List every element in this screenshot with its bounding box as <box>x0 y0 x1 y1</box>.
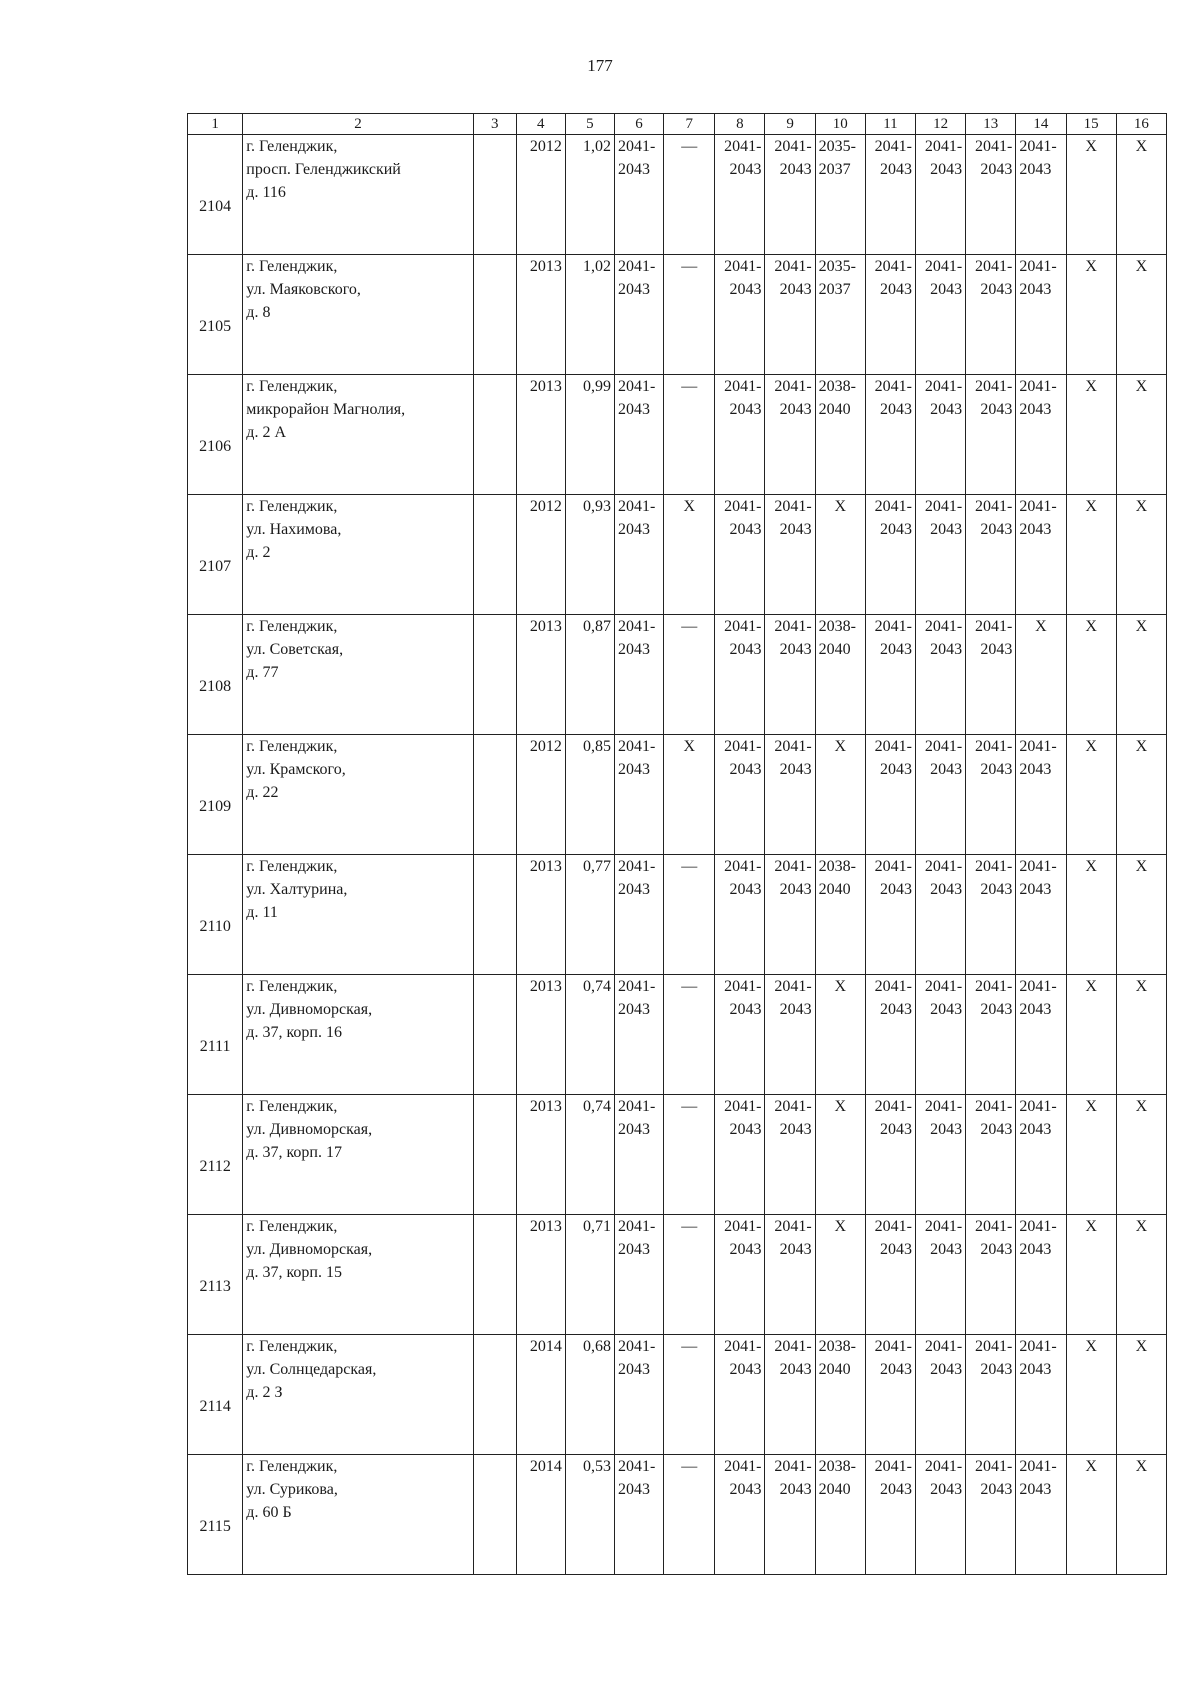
col-12-cell: 2041- 2043 <box>916 855 966 975</box>
column-header-9: 9 <box>765 114 815 135</box>
col-11-cell: 2041- 2043 <box>865 855 915 975</box>
col-7-cell: — <box>664 1335 715 1455</box>
col-16-cell: X <box>1116 855 1166 975</box>
col-8-cell: 2041- 2043 <box>715 1335 765 1455</box>
column-header-7: 7 <box>664 114 715 135</box>
col-12-cell: 2041- 2043 <box>916 1335 966 1455</box>
col-11-cell: 2041- 2043 <box>865 615 915 735</box>
col-8-cell: 2041- 2043 <box>715 135 765 255</box>
col-12-cell: 2041- 2043 <box>916 1455 966 1575</box>
col-16-cell: X <box>1116 1095 1166 1215</box>
col-9-cell: 2041- 2043 <box>765 1455 815 1575</box>
page-number: 177 <box>587 56 613 75</box>
table-row <box>188 855 1167 975</box>
table-row <box>188 1215 1167 1335</box>
col-6-cell: 2041- 2043 <box>614 495 663 615</box>
column-header-10: 10 <box>815 114 865 135</box>
table-row <box>188 615 1167 735</box>
col-3-cell <box>473 615 516 735</box>
col-5-cell: 0,68 <box>565 1335 614 1455</box>
col-10-cell: X <box>815 975 865 1095</box>
year-cell: 2013 <box>516 255 565 375</box>
col-7-cell: — <box>664 975 715 1095</box>
col-12-cell: 2041- 2043 <box>916 1215 966 1335</box>
col-12-cell: 2041- 2043 <box>916 135 966 255</box>
col-7-cell: X <box>664 735 715 855</box>
address-cell: г. Геленджик, ул. Маяковского, д. 8 <box>243 255 473 375</box>
col-7-cell: — <box>664 855 715 975</box>
col-3-cell <box>473 255 516 375</box>
registry-table <box>187 113 1167 1575</box>
col-11-cell: 2041- 2043 <box>865 735 915 855</box>
table-row <box>188 135 1167 255</box>
col-5-cell: 0,99 <box>565 375 614 495</box>
col-14-cell: 2041- 2043 <box>1016 495 1066 615</box>
col-5-cell: 0,74 <box>565 975 614 1095</box>
col-14-cell: 2041- 2043 <box>1016 1215 1066 1335</box>
row-number-cell: 2109 <box>188 735 243 855</box>
col-5-cell: 0,87 <box>565 615 614 735</box>
address-cell: г. Геленджик, ул. Нахимова, д. 2 <box>243 495 473 615</box>
col-3-cell <box>473 1095 516 1215</box>
col-11-cell: 2041- 2043 <box>865 495 915 615</box>
col-5-cell: 0,77 <box>565 855 614 975</box>
address-cell: г. Геленджик, ул. Крамского, д. 22 <box>243 735 473 855</box>
col-12-cell: 2041- 2043 <box>916 615 966 735</box>
column-header-6: 6 <box>614 114 663 135</box>
address-cell: г. Геленджик, микрорайон Магнолия, д. 2 А <box>243 375 473 495</box>
col-16-cell: X <box>1116 615 1166 735</box>
col-10-cell: X <box>815 1095 865 1215</box>
col-6-cell: 2041- 2043 <box>614 1455 663 1575</box>
col-3-cell <box>473 1215 516 1335</box>
col-12-cell: 2041- 2043 <box>916 975 966 1095</box>
col-16-cell: X <box>1116 975 1166 1095</box>
col-14-cell: X <box>1016 615 1066 735</box>
col-15-cell: X <box>1066 495 1116 615</box>
col-14-cell: 2041- 2043 <box>1016 1335 1066 1455</box>
col-13-cell: 2041- 2043 <box>966 735 1016 855</box>
col-6-cell: 2041- 2043 <box>614 615 663 735</box>
row-number-cell: 2108 <box>188 615 243 735</box>
col-7-cell: — <box>664 1455 715 1575</box>
col-10-cell: 2038- 2040 <box>815 615 865 735</box>
col-9-cell: 2041- 2043 <box>765 375 815 495</box>
row-number-cell: 2104 <box>188 135 243 255</box>
col-10-cell: X <box>815 1215 865 1335</box>
row-number-cell: 2105 <box>188 255 243 375</box>
col-15-cell: X <box>1066 135 1116 255</box>
col-6-cell: 2041- 2043 <box>614 255 663 375</box>
col-11-cell: 2041- 2043 <box>865 1095 915 1215</box>
col-6-cell: 2041- 2043 <box>614 375 663 495</box>
col-14-cell: 2041- 2043 <box>1016 135 1066 255</box>
year-cell: 2013 <box>516 615 565 735</box>
address-cell: г. Геленджик, ул. Халтурина, д. 11 <box>243 855 473 975</box>
col-12-cell: 2041- 2043 <box>916 495 966 615</box>
col-13-cell: 2041- 2043 <box>966 495 1016 615</box>
col-8-cell: 2041- 2043 <box>715 615 765 735</box>
row-number-cell: 2107 <box>188 495 243 615</box>
col-13-cell: 2041- 2043 <box>966 975 1016 1095</box>
col-8-cell: 2041- 2043 <box>715 735 765 855</box>
col-14-cell: 2041- 2043 <box>1016 255 1066 375</box>
address-cell: г. Геленджик, ул. Сурикова, д. 60 Б <box>243 1455 473 1575</box>
table-row <box>188 1335 1167 1455</box>
address-cell: г. Геленджик, ул. Дивноморская, д. 37, корп. 17 <box>243 1095 473 1215</box>
header-row <box>188 114 1167 135</box>
col-11-cell: 2041- 2043 <box>865 1215 915 1335</box>
col-14-cell: 2041- 2043 <box>1016 1455 1066 1575</box>
col-11-cell: 2041- 2043 <box>865 975 915 1095</box>
col-3-cell <box>473 375 516 495</box>
col-13-cell: 2041- 2043 <box>966 1335 1016 1455</box>
col-9-cell: 2041- 2043 <box>765 975 815 1095</box>
col-5-cell: 0,93 <box>565 495 614 615</box>
col-15-cell: X <box>1066 1455 1116 1575</box>
col-5-cell: 0,71 <box>565 1215 614 1335</box>
col-15-cell: X <box>1066 255 1116 375</box>
col-8-cell: 2041- 2043 <box>715 855 765 975</box>
col-13-cell: 2041- 2043 <box>966 1455 1016 1575</box>
col-3-cell <box>473 1335 516 1455</box>
col-8-cell: 2041- 2043 <box>715 495 765 615</box>
col-16-cell: X <box>1116 735 1166 855</box>
address-cell: г. Геленджик, ул. Дивноморская, д. 37, корп. 16 <box>243 975 473 1095</box>
col-16-cell: X <box>1116 135 1166 255</box>
year-cell: 2012 <box>516 495 565 615</box>
col-12-cell: 2041- 2043 <box>916 1095 966 1215</box>
column-header-11: 11 <box>865 114 915 135</box>
row-number-cell: 2114 <box>188 1335 243 1455</box>
col-7-cell: X <box>664 495 715 615</box>
col-11-cell: 2041- 2043 <box>865 1335 915 1455</box>
table-row <box>188 375 1167 495</box>
col-13-cell: 2041- 2043 <box>966 855 1016 975</box>
year-cell: 2013 <box>516 1095 565 1215</box>
col-5-cell: 0,53 <box>565 1455 614 1575</box>
column-header-3: 3 <box>473 114 516 135</box>
col-12-cell: 2041- 2043 <box>916 255 966 375</box>
col-6-cell: 2041- 2043 <box>614 735 663 855</box>
col-9-cell: 2041- 2043 <box>765 615 815 735</box>
col-13-cell: 2041- 2043 <box>966 255 1016 375</box>
col-3-cell <box>473 495 516 615</box>
row-number-cell: 2115 <box>188 1455 243 1575</box>
table-body <box>188 135 1167 1575</box>
column-header-15: 15 <box>1066 114 1116 135</box>
row-number-cell: 2106 <box>188 375 243 495</box>
table-row <box>188 495 1167 615</box>
col-7-cell: — <box>664 375 715 495</box>
col-16-cell: X <box>1116 1215 1166 1335</box>
col-15-cell: X <box>1066 615 1116 735</box>
col-15-cell: X <box>1066 735 1116 855</box>
year-cell: 2013 <box>516 375 565 495</box>
col-9-cell: 2041- 2043 <box>765 1335 815 1455</box>
col-16-cell: X <box>1116 1335 1166 1455</box>
col-3-cell <box>473 735 516 855</box>
col-8-cell: 2041- 2043 <box>715 1095 765 1215</box>
col-7-cell: — <box>664 255 715 375</box>
col-9-cell: 2041- 2043 <box>765 855 815 975</box>
col-7-cell: — <box>664 1095 715 1215</box>
col-11-cell: 2041- 2043 <box>865 375 915 495</box>
col-13-cell: 2041- 2043 <box>966 375 1016 495</box>
column-header-12: 12 <box>916 114 966 135</box>
col-6-cell: 2041- 2043 <box>614 975 663 1095</box>
col-3-cell <box>473 855 516 975</box>
address-cell: г. Геленджик, ул. Советская, д. 77 <box>243 615 473 735</box>
col-10-cell: 2035- 2037 <box>815 255 865 375</box>
row-number-cell: 2113 <box>188 1215 243 1335</box>
year-cell: 2012 <box>516 735 565 855</box>
column-header-8: 8 <box>715 114 765 135</box>
table-row <box>188 975 1167 1095</box>
col-15-cell: X <box>1066 1095 1116 1215</box>
col-8-cell: 2041- 2043 <box>715 255 765 375</box>
table-row <box>188 735 1167 855</box>
col-7-cell: — <box>664 615 715 735</box>
col-5-cell: 1,02 <box>565 135 614 255</box>
col-11-cell: 2041- 2043 <box>865 255 915 375</box>
year-cell: 2013 <box>516 1215 565 1335</box>
col-10-cell: 2038- 2040 <box>815 1335 865 1455</box>
col-8-cell: 2041- 2043 <box>715 1455 765 1575</box>
col-13-cell: 2041- 2043 <box>966 135 1016 255</box>
address-cell: г. Геленджик, ул. Дивноморская, д. 37, корп. 15 <box>243 1215 473 1335</box>
row-number-cell: 2111 <box>188 975 243 1095</box>
col-13-cell: 2041- 2043 <box>966 615 1016 735</box>
year-cell: 2013 <box>516 855 565 975</box>
col-9-cell: 2041- 2043 <box>765 255 815 375</box>
col-16-cell: X <box>1116 375 1166 495</box>
row-number-cell: 2112 <box>188 1095 243 1215</box>
column-header-5: 5 <box>565 114 614 135</box>
col-15-cell: X <box>1066 1335 1116 1455</box>
col-10-cell: X <box>815 495 865 615</box>
address-cell: г. Геленджик, просп. Геленджикский д. 116 <box>243 135 473 255</box>
col-11-cell: 2041- 2043 <box>865 1455 915 1575</box>
address-cell: г. Геленджик, ул. Солнцедарская, д. 2 З <box>243 1335 473 1455</box>
col-9-cell: 2041- 2043 <box>765 1095 815 1215</box>
col-5-cell: 0,74 <box>565 1095 614 1215</box>
year-cell: 2014 <box>516 1335 565 1455</box>
col-16-cell: X <box>1116 255 1166 375</box>
col-7-cell: — <box>664 1215 715 1335</box>
col-3-cell <box>473 975 516 1095</box>
column-header-16: 16 <box>1116 114 1166 135</box>
year-cell: 2014 <box>516 1455 565 1575</box>
column-header-1: 1 <box>188 114 243 135</box>
col-8-cell: 2041- 2043 <box>715 375 765 495</box>
col-6-cell: 2041- 2043 <box>614 1215 663 1335</box>
col-5-cell: 0,85 <box>565 735 614 855</box>
col-10-cell: 2038- 2040 <box>815 855 865 975</box>
col-14-cell: 2041- 2043 <box>1016 735 1066 855</box>
col-14-cell: 2041- 2043 <box>1016 375 1066 495</box>
column-header-14: 14 <box>1016 114 1066 135</box>
col-15-cell: X <box>1066 975 1116 1095</box>
row-number-cell: 2110 <box>188 855 243 975</box>
col-10-cell: X <box>815 735 865 855</box>
col-9-cell: 2041- 2043 <box>765 1215 815 1335</box>
table-row <box>188 1095 1167 1215</box>
col-10-cell: 2035- 2037 <box>815 135 865 255</box>
col-9-cell: 2041- 2043 <box>765 495 815 615</box>
col-10-cell: 2038- 2040 <box>815 1455 865 1575</box>
col-9-cell: 2041- 2043 <box>765 735 815 855</box>
table-row <box>188 1455 1167 1575</box>
col-6-cell: 2041- 2043 <box>614 135 663 255</box>
col-14-cell: 2041- 2043 <box>1016 1095 1066 1215</box>
col-9-cell: 2041- 2043 <box>765 135 815 255</box>
col-11-cell: 2041- 2043 <box>865 135 915 255</box>
col-14-cell: 2041- 2043 <box>1016 975 1066 1095</box>
col-8-cell: 2041- 2043 <box>715 1215 765 1335</box>
col-3-cell <box>473 135 516 255</box>
col-15-cell: X <box>1066 375 1116 495</box>
col-13-cell: 2041- 2043 <box>966 1095 1016 1215</box>
col-5-cell: 1,02 <box>565 255 614 375</box>
col-6-cell: 2041- 2043 <box>614 855 663 975</box>
col-16-cell: X <box>1116 1455 1166 1575</box>
col-12-cell: 2041- 2043 <box>916 375 966 495</box>
col-14-cell: 2041- 2043 <box>1016 855 1066 975</box>
column-header-13: 13 <box>966 114 1016 135</box>
year-cell: 2012 <box>516 135 565 255</box>
col-15-cell: X <box>1066 855 1116 975</box>
col-8-cell: 2041- 2043 <box>715 975 765 1095</box>
col-7-cell: — <box>664 135 715 255</box>
table-row <box>188 255 1167 375</box>
col-10-cell: 2038- 2040 <box>815 375 865 495</box>
col-6-cell: 2041- 2043 <box>614 1335 663 1455</box>
column-header-4: 4 <box>516 114 565 135</box>
col-6-cell: 2041- 2043 <box>614 1095 663 1215</box>
col-13-cell: 2041- 2043 <box>966 1215 1016 1335</box>
col-16-cell: X <box>1116 495 1166 615</box>
year-cell: 2013 <box>516 975 565 1095</box>
col-12-cell: 2041- 2043 <box>916 735 966 855</box>
column-header-2: 2 <box>243 114 473 135</box>
col-3-cell <box>473 1455 516 1575</box>
col-15-cell: X <box>1066 1215 1116 1335</box>
